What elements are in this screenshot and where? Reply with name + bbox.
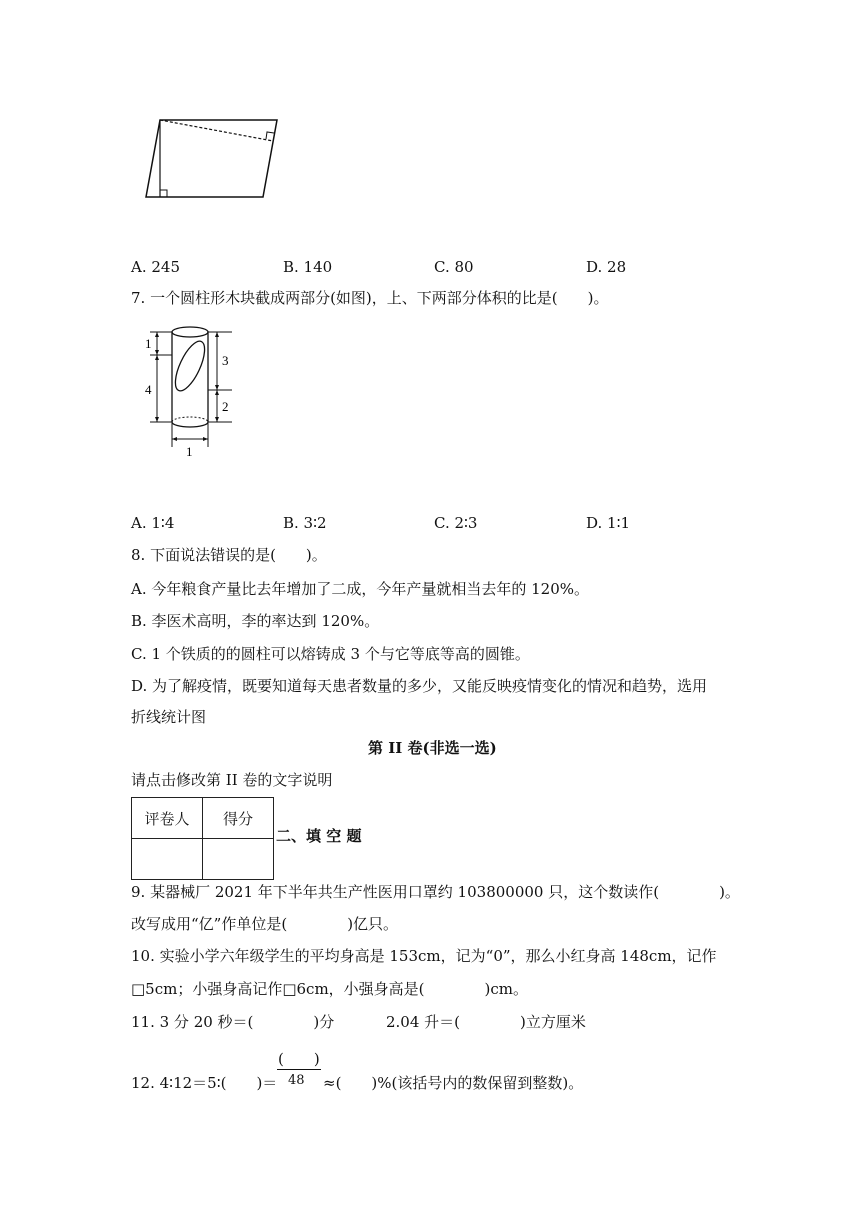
section-title: 第 II 卷(非选一选) — [368, 739, 497, 757]
q7-option-d: D. 1∶1 — [586, 514, 631, 532]
score-header-score: 得分 — [203, 798, 274, 839]
q12-tail: ≈( )%(该括号内的数保留到整数)。 — [323, 1074, 584, 1092]
label-bottom-left: 4 — [145, 382, 152, 397]
q11-part1: 11. 3 分 20 秒＝( )分 — [131, 1013, 335, 1031]
label-top-left: 1 — [145, 336, 152, 351]
q9-line2: 改写成用“亿”作单位是( )亿只。 — [131, 915, 399, 933]
score-cell-score[interactable] — [203, 839, 274, 880]
q8-option-c: C. 1 个铁质的的圆柱可以熔铸成 3 个与它等底等高的圆锥。 — [131, 645, 530, 663]
q8-option-b: B. 李医术高明，李的率达到 120%。 — [131, 612, 380, 630]
q6-option-d: D. 28 — [586, 258, 627, 276]
section-note: 请点击修改第 II 卷的文字说明 — [131, 771, 333, 789]
q10-line1: 10. 实验小学六年级学生的平均身高是 153cm，记为“0”，那么小红身高 148cm，记作 — [131, 947, 717, 965]
q9-line1: 9. 某器械厂 2021 年下半年共生产性医用口罩约 103800000 只，这个数读作( )。 — [131, 883, 740, 901]
q12-fraction-numerator: ( ) — [278, 1050, 320, 1068]
q6-option-c: C. 80 — [434, 258, 474, 276]
q6-option-b: B. 140 — [283, 258, 333, 276]
q6-option-a: A. 245 — [131, 258, 180, 276]
q12-lead: 12. 4∶12＝5∶( )＝ — [131, 1074, 278, 1092]
q7-text: 7. 一个圆柱形木块截成两部分(如图)，上、下两部分体积的比是( )。 — [131, 289, 609, 307]
part-title: 二、填 空 题 — [276, 827, 362, 845]
q7-option-b: B. 3∶2 — [283, 514, 327, 532]
label-top-right: 3 — [222, 353, 229, 368]
label-width: 1 — [186, 444, 193, 459]
score-table — [131, 797, 274, 880]
label-bottom-right: 2 — [222, 399, 229, 414]
q8-text: 8. 下面说法错误的是( )。 — [131, 546, 327, 564]
score-cell-grader[interactable] — [132, 839, 203, 880]
q8-option-d-line2: 折线统计图 — [131, 708, 207, 726]
q12-fraction-denominator: 48 — [288, 1073, 305, 1088]
q8-option-a: A. 今年粮食产量比去年增加了二成，今年产量就相当去年的 120%。 — [131, 580, 590, 598]
q12-fraction-bar — [277, 1069, 321, 1070]
q7-option-a: A. 1∶4 — [131, 514, 175, 532]
q7-option-c: C. 2∶3 — [434, 514, 478, 532]
q10-line2: □5cm；小强身高记作□6cm，小强身高是( )cm。 — [131, 980, 529, 998]
score-header-grader: 评卷人 — [132, 798, 203, 839]
q11-part2: 2.04 升＝( )立方厘米 — [386, 1013, 586, 1031]
q8-option-d-line1: D. 为了解疫情，既要知道每天患者数量的多少，又能反映疫情变化的情况和趋势，选用 — [131, 677, 708, 695]
parallelogram-figure — [140, 110, 290, 205]
cylinder-figure — [140, 322, 250, 462]
